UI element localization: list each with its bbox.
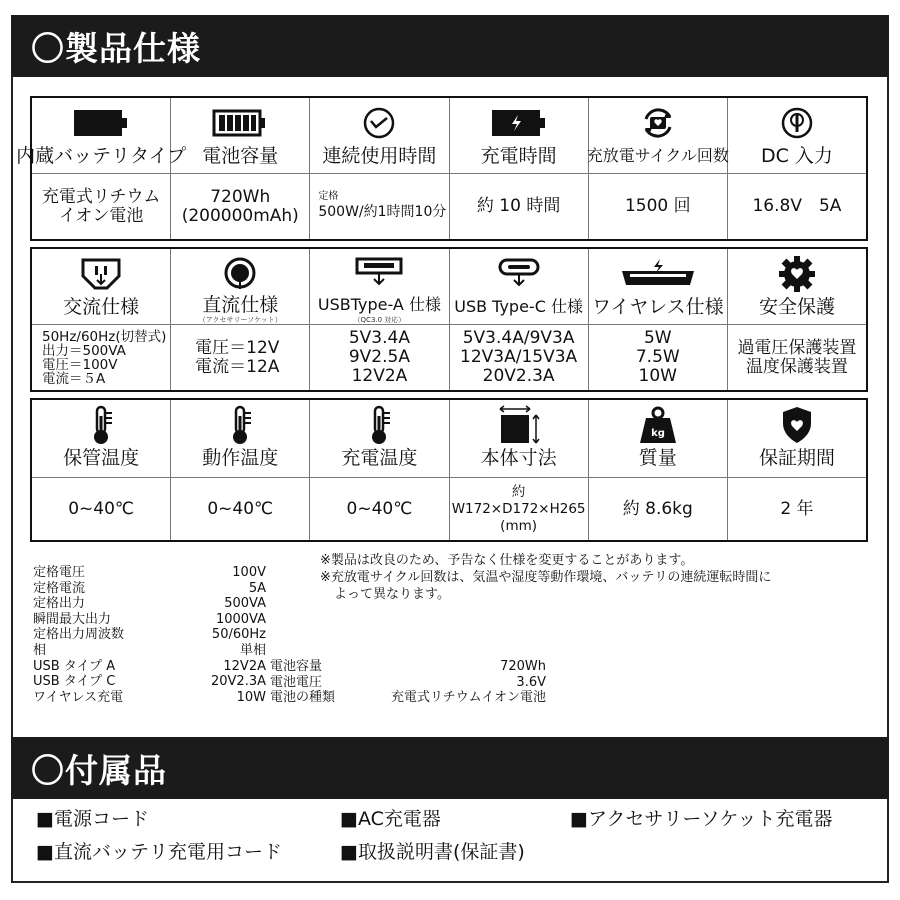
spec-cell-operating-temp [171,400,310,540]
spec-value: 20V2.3A [210,674,266,690]
accessory-item: ■電源コード [36,808,149,830]
spec-value: 5A [248,580,266,596]
heart-gear-icon [777,252,817,296]
battery-spec-row [270,690,546,706]
spec-label: 動作温度 [202,447,279,469]
spec-label: 内蔵バッテリタイプ [16,145,187,167]
spec-cell-usb-a [310,249,449,390]
rated-spec-row [33,596,266,612]
spec-key: 電池電圧 [270,674,323,690]
accessory-item: ■直流バッテリ充電用コード [36,841,282,863]
spec-value: 単相 [239,642,266,658]
spec-key: 電池容量 [270,659,323,674]
spec-value: イオン電池 [58,205,144,226]
spec-label: 電池容量 [202,145,279,167]
spec-label: 充電時間 [480,145,557,167]
spec-label: USBType-A 仕様 [317,295,441,314]
spec-cell-warranty [728,400,866,540]
rated-spec-row [33,674,266,690]
spec-value: 720Wh [210,186,271,207]
spec-label: 質量 [638,447,677,469]
rated-spec-row [33,627,266,643]
clock-check-icon [362,101,396,145]
usb-c-icon [494,252,544,296]
spec-value: 電圧＝12V [195,337,280,358]
spec-cell-usb-c [450,249,589,390]
spec-cell-charge-time [450,98,589,239]
spec-value: 500W/約1時間10分 [318,204,447,220]
spec-cell-safety [728,249,866,390]
accessory-item: ■アクセサリーソケット充電器 [570,808,833,830]
wireless-pad-icon [616,252,700,296]
accessory-item: ■AC充電器 [340,808,441,830]
spec-value: 12V3A/15V3A [460,347,578,367]
spec-cell-capacity [171,98,310,239]
battery-spec-row [270,675,546,691]
spec-row-2 [30,247,868,392]
spec-value: 充電式リチウムイオン電池 [391,690,546,706]
spec-value: (mm) [500,517,538,534]
spec-value: 2 年 [780,498,814,519]
thermometer-icon [225,403,255,447]
usb-a-icon [354,252,404,294]
spec-cell-wireless [589,249,728,390]
thermometer-icon [364,403,394,447]
spec-value: 500VA [224,596,266,612]
rated-spec-row [33,643,266,659]
spec-value: 7.5W [635,347,680,367]
spec-label: 直流仕様 [202,294,279,316]
dc-plug-icon [780,101,814,145]
spec-value: 5V3.4A [348,328,410,348]
spec-value: 約 [511,483,526,500]
spec-value: 温度保護装置 [745,356,848,377]
spec-label: 保管温度 [63,447,140,469]
spec-value: 3.6V [516,674,546,690]
spec-cell-ac [32,249,171,390]
battery-icon [73,101,129,145]
spec-label: 保証期間 [758,447,835,469]
spec-key: ワイヤレス充電 [33,689,124,705]
rated-spec-row [33,565,266,581]
battery-spec-row [270,659,546,675]
spec-value: 100V [232,565,266,580]
spec-label: 安全保護 [758,296,835,318]
spec-key: USB タイプ A [33,658,116,674]
dimensions-icon [497,403,541,447]
spec-value: 12V2A [223,658,266,674]
spec-cell-dimensions [450,400,589,540]
spec-value: (200000mAh) [181,205,299,226]
battery-spec-list [270,659,546,706]
cycle-battery-icon [640,101,676,145]
spec-value: 1500 回 [624,196,691,216]
spec-label: ワイヤレス仕様 [591,296,724,318]
spec-cell-cycles [586,98,729,239]
svg-text:kg: kg [650,428,665,439]
spec-value: 20V2.3A [482,366,555,386]
spec-value: 5V3.4A/9V3A [462,328,575,348]
rated-spec-row [33,690,266,706]
spec-value: 電圧＝100V [42,356,118,373]
car-socket-icon [222,252,258,294]
spec-cell-usage-time [310,98,449,239]
spec-label: 交流仕様 [63,296,140,318]
spec-value: 0~40℃ [346,498,413,519]
spec-value: 50/60Hz [211,627,266,643]
spec-value: 出力＝500VA [42,342,126,359]
battery-charging-icon [491,101,547,145]
ac-outlet-icon [79,252,123,296]
spec-value: 0~40℃ [68,498,134,519]
spec-row-1 [16,96,868,241]
spec-key: 定格電圧 [33,565,86,580]
spec-value: 充電式リチウム [41,186,161,207]
section-title-accessories: 〇付属品 [11,737,889,799]
spec-label: 充放電サイクル回数 [586,146,729,165]
weight-icon [638,403,678,447]
note-line: ※製品は改良のため、予告なく仕様を変更することがあります。 [320,553,694,568]
spec-key: 定格出力 [33,596,86,612]
spec-value: 10W [638,366,677,386]
spec-key: 相 [33,642,47,658]
spec-value: 16.8V 5A [752,196,842,216]
spec-value: 50Hz/60Hz(切替式) [42,328,167,345]
spec-key: 電池の種類 [270,690,336,706]
spec-value: 1000VA [215,611,266,627]
spec-key: 瞬間最大出力 [33,611,112,627]
spec-value-note: 定格 [318,191,339,202]
spec-cell-dc-input [728,98,866,239]
note-line: よって異なります。 [334,587,450,602]
spec-sublabel: （QC3.0 対応） [353,316,406,324]
spec-value: 電流＝12A [195,356,280,377]
spec-value: 約 10 時間 [476,196,561,216]
spec-value: 10W [236,689,266,705]
rated-spec-list [33,565,266,705]
spec-label: 充電温度 [341,447,418,469]
spec-key: USB タイプ C [33,674,116,690]
spec-value: 720Wh [500,659,546,674]
rated-spec-row [33,612,266,628]
spec-value: 12V2A [351,366,408,386]
thermometer-icon [86,403,116,447]
spec-cell-storage-temp [32,400,171,540]
spec-value: W172×D172×H265 [451,500,586,517]
rated-spec-row [33,659,266,675]
spec-value: 5W [643,328,672,348]
accessory-item: ■取扱説明書(保証書) [340,841,525,863]
spec-value: 過電圧保護装置 [737,337,857,358]
spec-cell-weight [589,400,728,540]
spec-sublabel: （アクセサリーソケット） [198,316,282,324]
spec-label: 本体寸法 [480,447,557,469]
spec-cell-charging-temp [310,400,449,540]
spec-value: 電流＝５A [42,370,106,387]
spec-value: 0~40℃ [207,498,274,519]
spec-value: 約 8.6kg [622,498,693,519]
note-line: ※充放電サイクル回数は、気温や湿度等動作環境、バッテリの連続運転時間に [320,570,772,585]
spec-label: 連続使用時間 [322,145,437,167]
spec-cell-dc [171,249,310,390]
section-title-spec: 〇製品仕様 [11,15,889,77]
spec-cell-battery-type [16,98,187,239]
spec-key: 定格出力周波数 [33,627,125,643]
rated-spec-row [33,581,266,597]
spec-label: USB Type-C 仕様 [454,297,583,316]
spec-notes [320,552,880,603]
spec-label: DC 入力 [760,145,833,167]
spec-row-3 [30,398,868,542]
spec-key: 定格電流 [33,580,86,596]
spec-value: 9V2.5A [348,347,410,367]
shield-heart-icon [780,403,814,447]
battery-full-icon [212,101,268,145]
